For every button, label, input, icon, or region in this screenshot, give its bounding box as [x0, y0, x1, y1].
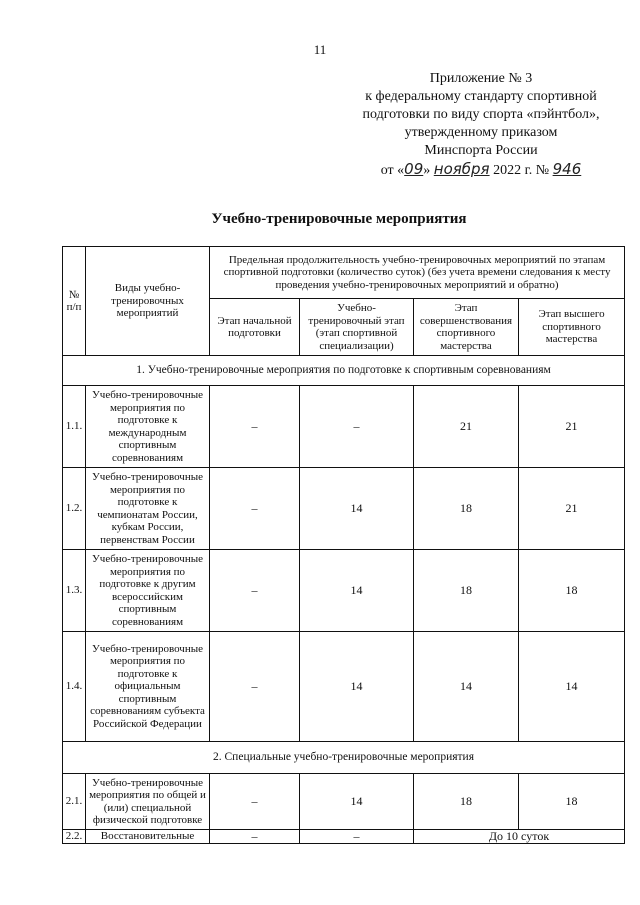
cell-value: –	[210, 468, 300, 550]
cell-value: –	[210, 774, 300, 830]
order-date-line	[340, 160, 622, 180]
cell-num: 1.3.	[63, 550, 86, 632]
table-row	[63, 468, 625, 550]
date-mid: »	[423, 163, 431, 178]
cell-value: 14	[519, 632, 625, 742]
appendix-line: к федеральному стандарту спортивной	[365, 89, 597, 104]
table-row	[63, 774, 625, 830]
cell-value: 14	[300, 632, 414, 742]
date-prefix: от «	[380, 163, 405, 178]
cell-value: –	[210, 830, 300, 844]
cell-num: 2.2.	[63, 830, 86, 844]
header-stage: Этап высшего спортивного мастерства	[519, 299, 625, 356]
cell-name: Учебно-тренировочные мероприятия по подготовке к другим всероссийским спортивным соревнованиям	[86, 550, 210, 632]
cell-num: 1.4.	[63, 632, 86, 742]
cell-value: 21	[519, 386, 625, 468]
appendix-line: Минспорта России	[424, 143, 538, 158]
handwritten-month: ноября	[433, 160, 490, 178]
cell-name: Учебно-тренировочные мероприятия по подготовке к официальным спортивным соревнованиям субъекта Российской Федерации	[86, 632, 210, 742]
cell-num: 2.1.	[63, 774, 86, 830]
table-row	[63, 632, 625, 742]
cell-value: –	[300, 830, 414, 844]
cell-name: Учебно-тренировочные мероприятия по подготовке к чемпионатам России, кубкам России, первенствам России	[86, 468, 210, 550]
cell-value: 21	[414, 386, 519, 468]
appendix-line: подготовки по виду спорта «пэйнтбол»,	[362, 107, 600, 122]
cell-value: –	[210, 632, 300, 742]
section-row	[63, 356, 625, 386]
cell-num: 1.2.	[63, 468, 86, 550]
section-title: 1. Учебно-тренировочные мероприятия по подготовке к спортивным соревнованиям	[63, 356, 625, 386]
cell-value: –	[300, 386, 414, 468]
cell-value-merged: До 10 суток	[414, 830, 625, 844]
cell-value: 18	[414, 774, 519, 830]
section-title: 2. Специальные учебно-тренировочные мероприятия	[63, 742, 625, 774]
appendix-line: утвержденному приказом	[404, 125, 558, 140]
table-row	[63, 830, 625, 844]
cell-name: Учебно-тренировочные мероприятия по общей и (или) специальной физической подготовке	[86, 774, 210, 830]
appendix-line: Приложение № 3	[429, 71, 533, 86]
cell-name: Восстановительные	[86, 830, 210, 844]
header-stage: Этап начальной подготовки	[210, 299, 300, 356]
header-stage: Этап совершенствования спортивного мастерства	[414, 299, 519, 356]
cell-value: 14	[414, 632, 519, 742]
cell-value: 14	[300, 550, 414, 632]
cell-value: 18	[414, 468, 519, 550]
table-row	[63, 386, 625, 468]
cell-name: Учебно-тренировочные мероприятия по подготовке к международным спортивным соревнованиям	[86, 386, 210, 468]
cell-value: 14	[300, 468, 414, 550]
cell-value: –	[210, 386, 300, 468]
cell-value: 14	[300, 774, 414, 830]
date-year: 2022 г. №	[493, 163, 550, 178]
handwritten-day: 09	[404, 160, 424, 178]
cell-value: 18	[414, 550, 519, 632]
table-row	[63, 550, 625, 632]
cell-value: 21	[519, 468, 625, 550]
appendix-header	[340, 70, 622, 180]
document-title: Учебно-тренировочные мероприятия	[211, 211, 467, 227]
cell-value: 18	[519, 774, 625, 830]
cell-value: –	[210, 550, 300, 632]
table-header-row	[63, 247, 625, 299]
cell-value: 18	[519, 550, 625, 632]
header-type: Виды учебно-тренировочных мероприятий	[86, 247, 210, 356]
handwritten-order-number: 946	[552, 160, 582, 178]
events-table	[62, 246, 625, 844]
page-number: 11	[313, 42, 327, 57]
header-num: № п/п	[63, 247, 86, 356]
cell-num: 1.1.	[63, 386, 86, 468]
header-group: Предельная продолжительность учебно-тренировочных мероприятий по этапам спортивной подготовки (количество суток) (без учета времени следования к месту проведения учебно-тренировочных мероприятий и обратно)	[210, 247, 625, 299]
header-stage: Учебно-тренировочный этап (этап спортивной специализации)	[300, 299, 414, 356]
section-row	[63, 742, 625, 774]
